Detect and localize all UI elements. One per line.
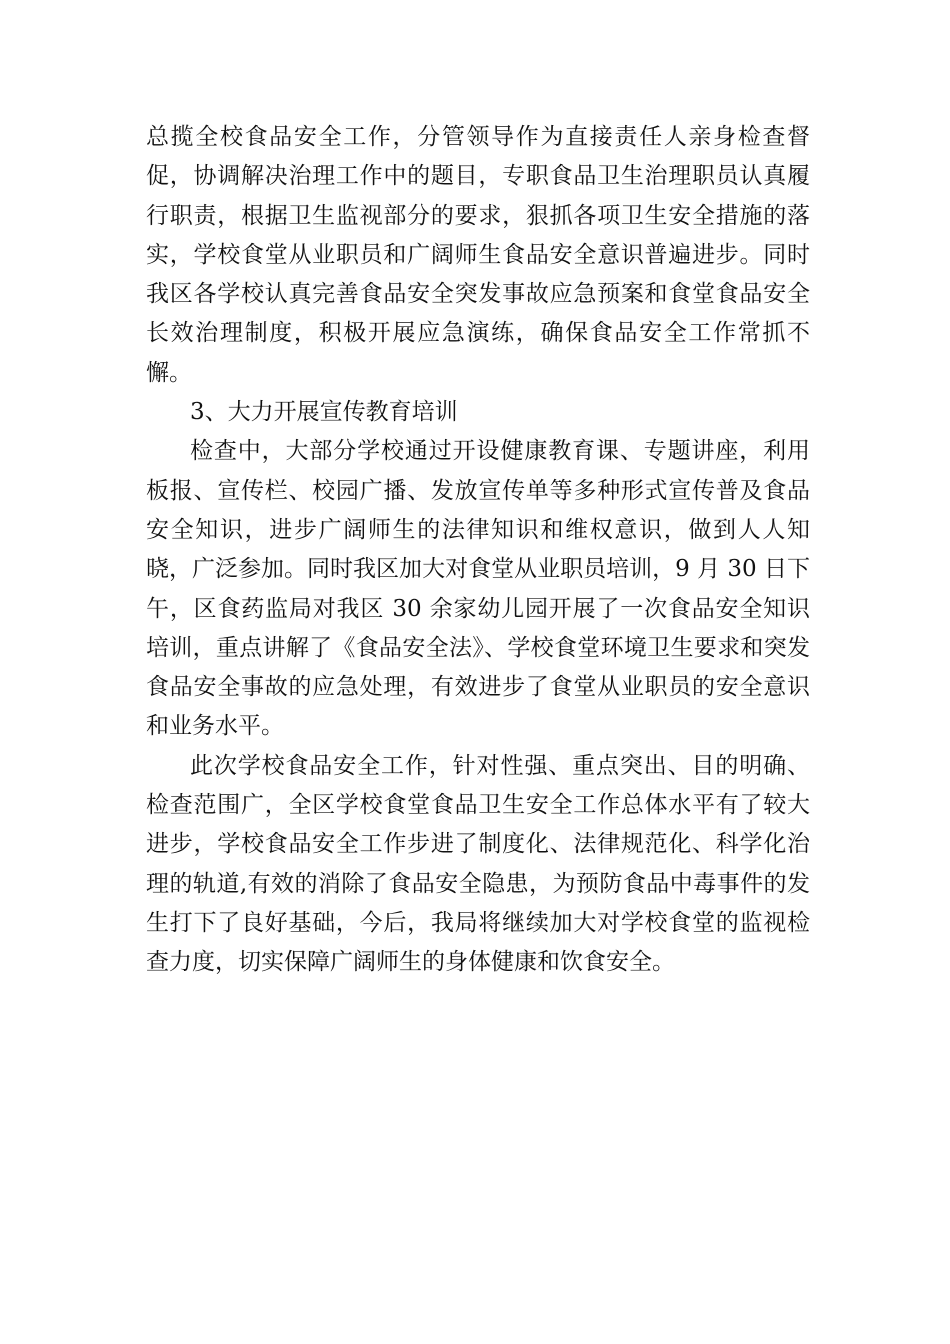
paragraph-training: 检查中，大部分学校通过开设健康教育课、专题讲座，利用板报、宣传栏、校园广播、发放宣传单等多种形式宣传普及食品安全知识，进步广阔师生的法律知识和维权意识，做到人人知晓，广泛参加。同时我区加大对食堂从业职员培训，9 月 30 日下午，区食药监局对我区 30 余家幼儿园开展了一次食品安全知识培训，重点讲解了《食品安全法》、学校食堂环境卫生要求和突发食品安全事故的应急处理，有效进步了食堂从业职员的安全意识和业务水平。 [146,438,810,740]
section-heading: 3、大力开展宣传教育培训 [190,399,458,426]
paragraph-conclusion: 此次学校食品安全工作，针对性强、重点突出、目的明确、检查范围广，全区学校食堂食品卫生安全工作总体水平有了较大进步，学校食品安全工作步进了制度化、法律规范化、科学化治理的轨道,有效的消除了食品安全隐患，为预防食品中毒事件的发生打下了良好基础，今后，我局将继续加大对学校食堂的监视检查力度，切实保障广阔师生的身体健康和饮食安全。 [146,752,810,976]
document-body [146,118,810,983]
paragraph-continuation: 总揽全校食品安全工作，分管领导作为直接责任人亲身检查督促，协调解决治理工作中的题目，专职食品卫生治理职员认真履行职责，根据卫生监视部分的要求，狠抓各项卫生安全措施的落实，学校食堂从业职员和广阔师生食品安全意识普遍进步。同时我区各学校认真完善食品安全突发事故应急预案和食堂食品安全长效治理制度，积极开展应急演练，确保食品安全工作常抓不懈。 [146,124,810,386]
